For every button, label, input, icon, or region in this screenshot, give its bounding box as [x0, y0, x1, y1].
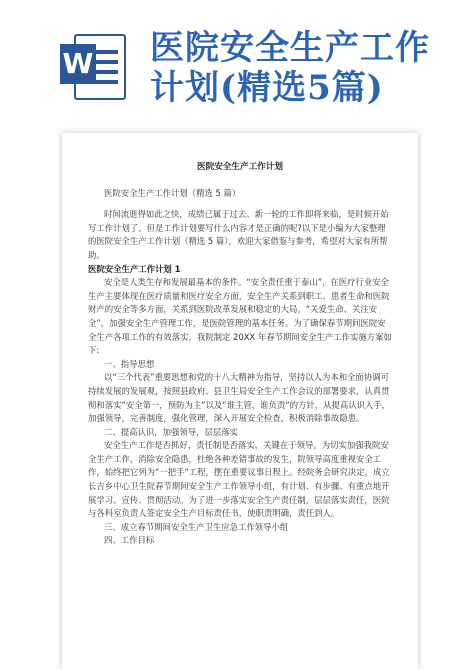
document-page: [62, 133, 418, 669]
title-line-1: 医院安全生产工作: [150, 28, 430, 68]
paragraph-3: 安全生产工作是否抓好，责任制是否落实，关键在于领导。为切实加强我院安全生产工作，消除安全隐患，杜绝各种差错事故的发生，院领导高度重视安全工作，始终把它列为“一把手”工程，摆在重要议事日程上。经院务会研究决定，成立长吉乡中心卫生院春节期间安全生产工作领导小组，有计划、有步骤、有重点地开展学习、宣传、贯彻活动。为了进一步落实安全生产责任制，层层落实责任，医院与各科室负责人签定安全生产目标责任书，使职责明确，责任到人。: [88, 440, 390, 519]
page-title: [150, 28, 470, 108]
paragraph-2: 以“三个代表”重要思想和党的十八大精神为指导，坚持以人为本和全面协调可持续发展的发展观，按照县政府、县卫生局安全生产工作会议的部署要求，认真贯彻和落实“安全第一，预防为主”以及“谁主管，谁负责”的方针，从提高认识入手，加强领导，完善制度，强化管理，深入开展安全检查，积极消除事故隐患。: [88, 372, 391, 424]
item-heading-3: 三、成立春节期间安全生产卫生应急工作领导小组: [104, 521, 289, 532]
icon-line: [94, 50, 118, 54]
document-subtitle: 医院安全生产工作计划（精选 5 篇）: [104, 187, 241, 198]
word-w-letter: W: [60, 44, 96, 84]
item-heading-1: 一、指导思想: [104, 358, 155, 369]
title-line-2: 计划(精选5篇): [150, 68, 384, 108]
section-heading: 医院安全生产工作计划 1: [88, 263, 181, 274]
header-banner: [0, 0, 474, 135]
icon-line: [94, 80, 118, 84]
item-heading-4: 四、工作目标: [104, 535, 155, 546]
paragraph-1: 安全是人类生存和发展最基本的条件。“安全责任重于泰山”，在医疗行业安全生产主要体现在医疗质量和医疗安全方面，安全生产关系到职工、患者生命和医院财产的安全等多方面，关系到医院改革发展和稳定的大局。“关爱生命、关注安全”，加强安全生产管理工作，是医院管理的基本任务。为了确保春节期间医院安全生产各项工作的有效落实，我院制定 20XX 年春节期间安全生产工作实施方案如下:: [88, 277, 392, 356]
icon-line: [94, 70, 118, 74]
item-heading-2: 二、提高认识，加强领导，层层落实: [104, 426, 238, 437]
word-document-icon: [60, 30, 126, 102]
intro-paragraph: 时间流逝得如此之快，成绩已属于过去、新一轮的工作即将来临，是时候开始写工作计划了。但是工作计划要写什么内容才是正确的呢?以下是小编为大家整理的医院安全生产工作计划（精选 5 篇），欢迎大家借鉴与参考，希望对大家有所帮助。: [88, 209, 389, 260]
document-content: [88, 161, 392, 548]
document-title: 医院安全生产工作计划: [197, 162, 283, 172]
icon-line: [94, 60, 118, 64]
